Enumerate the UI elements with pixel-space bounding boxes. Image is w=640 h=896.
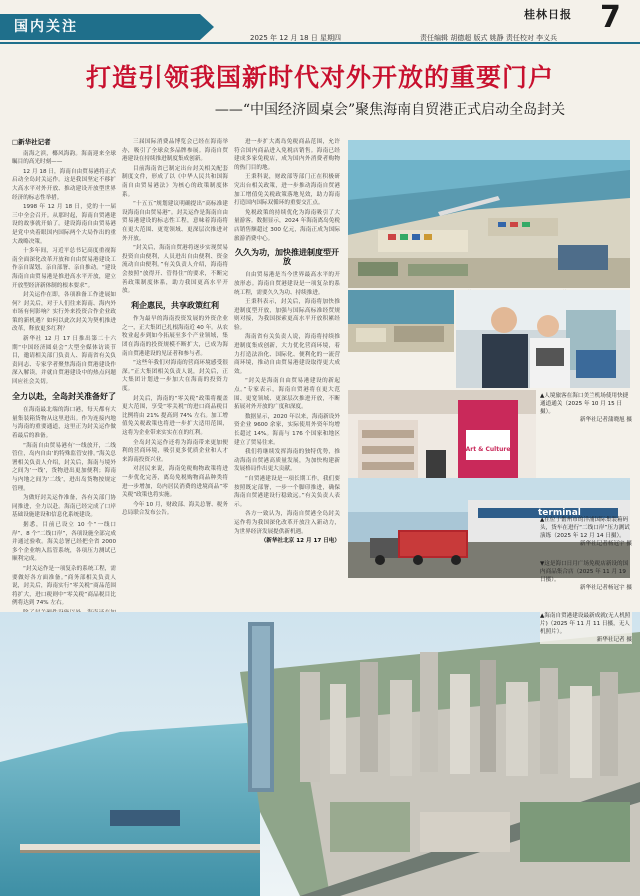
paragraph: 对居民来说，海南免税购物政策将进一步优化完善，离岛免税购物商品种类将进一步增加，岛内居民消费的进境商品“零关税”政策也将实施。	[122, 466, 228, 499]
caption-text: ▲海南自贸港建设最新成就(无人机照片)（2025 年 11 月 11 日摄，无人机照片）。	[540, 613, 631, 635]
paragraph: 进一步扩大离岛免税商品范围，允许符合国内商品进入免税店销售。海南已经建成多家免税店，成为国内外消费者购物的热门目的地。	[234, 139, 340, 171]
paragraph: “封关运作是一项复杂的系统工程，需要做好各方面准备。”商务部相关负责人说，封关后，海南实行“零关税”商品范围将扩大，进口税则中“零关税”商品税目比例将达到 74% 左右。	[12, 565, 116, 607]
port-aerial-image	[348, 140, 630, 288]
byline: □新华社记者	[12, 138, 51, 146]
paragraph: 免税政策的持续优化为海南吸引了大量游客。数据显示，2024 年海南离岛免税店销售额超过 300 亿元，海南正成为国际旅游消费中心。	[234, 209, 340, 242]
paragraph: 各方一致认为，海南自贸港全岛封关运作将为我国深化改革开放注入新动力，为世界经济发展提供新机遇。	[234, 511, 340, 535]
paragraph: “十五五”规划建议明确提出“高标准建设海南自由贸易港”。封关运作是海南自由贸易港建设的标志性工程，意味着海南将在更大范围、更宽领域、更深层次推进对外开放。	[122, 201, 228, 242]
paragraph: 新华社 12 月 17 日推出第二十六期“中国经济圆桌会”大型全媒体访谈节目，邀请相关部门负责人、海南省有关负责同志、专家学者聚焦海南自贸港建设作深入解读，并就自贸港建设中的热点问题回应社会关切。	[12, 336, 116, 386]
paragraph: 12 月 18 日，海南自由贸易港将正式启动全岛封关运作。这是我国坚定不移扩大高水平对外开放、推动建设开放型世界经济的标志性举措。	[12, 168, 116, 201]
port-detail-photo	[348, 290, 454, 352]
masthead: 桂林日报	[524, 8, 572, 21]
section-tag: 国内关注	[0, 14, 200, 40]
issue-date: 2025 年 12 月 18 日 星期四	[250, 34, 341, 42]
paragraph: “封关后，海南自贸港将逐步实现贸易投资自由便利，人员进出自由便利、资金流动自由便利。”有关负责人介绍，海南将会按照“放得开、管得住”的要求，不断完善政策制度体系，助力我国更高水平开放。	[122, 245, 228, 295]
section-title: 久久为功，加快推进制度型开放	[235, 248, 339, 266]
paragraph: 王秉科表示，封关后，海南将加快推进制度型开放，加强与国际高标准经贸规则对接，为我国探索更高水平开放积累经验。	[234, 299, 340, 331]
store-photo-caption	[540, 560, 632, 592]
caption-text: ▲在位于儋州市的洋浦国际集装箱码头，货车在进行“二线口岸”压力测试演练（2025 年 12 月 14 日摄）。	[540, 517, 630, 539]
section-title: 利企惠民，共享政策红利	[131, 300, 219, 310]
paragraph: 封关运作在即，各项准备工作进展如何？封关后，对于人们往来海南、海内外市场有何影响？实行外来投资合作企业政策的新机遇？如何以此次封关为契机推进改革，释放更多红利？	[12, 292, 116, 333]
store-sign: Art & Culture	[465, 446, 511, 453]
port-detail-image	[348, 290, 454, 352]
paragraph: 十多年间，习近平总书记高度重视海南全面深化改革开放和自由贸易港建设工作亲自谋划、亲自部署、亲自推动。“建设海南自由贸易港是推进高水平开放，建立开放型经济新体制的根本要求”。	[12, 248, 116, 289]
header-rule	[0, 42, 640, 44]
customs-officer-photo	[456, 290, 630, 388]
paragraph: 全岛封关运作还将为海南带来更加便利的营商环境，吸引更多优质企业和人才来海南投资兴业。	[122, 439, 228, 463]
paragraph: 自由贸易港是当今世界最高水平的开放形态。海南自贸港建设是一项复杂的系统工程，需要久久为功、持续推进。	[234, 272, 340, 296]
paragraph: 据悉，目前已设立 10 个“一线口岸”、8 个“二线口岸”，各项设施全部完成并通过验收。海关总署已经把全省 2000 多个企业纳入监管系统，各项压力测试已顺利完成。	[12, 521, 116, 563]
city-aerial-image	[0, 612, 640, 896]
paragraph: 作为最早的海南投资发展的外资企业之一，正大集团已扎根海南近 40 年。从农牧业起步到如今拓展至多个产业领域，集团在海南的投资规模不断扩大，已成为海南自贸港建设的见证者和参与者。	[122, 316, 228, 357]
signoff: （新华社北京 12 月 17 日电）	[260, 538, 340, 545]
paragraph: “封关是海南自由贸易港建设的新起点。”专家表示，海南自贸港将在更大范围、更宽领域、更深层次推进开放，不断拓展对外开放的广度和深度。	[234, 378, 340, 411]
paragraph: 数据显示，2020 年以来，海南新设外资企业 9600 余家，实际使用外资年均增长超过 14%。海南与 176 个国家和地区建立了贸易往来。	[234, 413, 340, 446]
article-column-2	[122, 138, 228, 608]
city-photo-caption	[540, 612, 632, 644]
caption-text: ▲人境旅客在海口美兰机场使用快捷通道通关（2025 年 10 月 15 日摄）。	[540, 393, 629, 415]
paragraph: 在海南最北端的海口港，每天都有大量集装箱货物从这里进出。作为连接内地与海南的重要通道，这里正为封关运作做着最后的准备。	[12, 407, 116, 439]
photo-credit: 新华社记者杨冠宇 摄	[579, 585, 632, 591]
page-number: 7	[600, 0, 621, 35]
subheadline: ——“中国经济圆桌会”聚焦海南自贸港正式启动全岛封关	[214, 102, 566, 118]
paragraph: 为做好封关运作准备，各有关部门协同推进，全力以赴。海南已经完成了口岸基础设施建设和信息化系统建设。	[12, 495, 116, 519]
customs-officer-image	[456, 290, 630, 388]
officer-photo-caption	[540, 392, 632, 424]
paragraph: 目前海南省已制定出台封关相关配套制度文件，形成了以《中华人民共和国海南自由贸易港法》为核心的政策制度体系。	[122, 165, 228, 198]
terminal-photo-caption	[540, 516, 632, 548]
paragraph: 我们将继续发挥海南的独特优势，推动海南自贸港高质量发展，为加快构建新发展格局作出更大贡献。	[234, 449, 340, 473]
paragraph: 封关后，海南的“零关税”政策将覆盖更大范围，享受“零关税”的进口商品税目比例将由 21% 提高到 74% 左右。加工增值免关税政策也将进一步扩大适用范围，这将为企业带来实实在在的红利。	[122, 395, 228, 436]
photo-credit: 新华社记者杨冠宇 摄	[579, 541, 632, 547]
paragraph: 今年 10 月，财政部、海关总署、税务总局联合发布公告。	[122, 501, 228, 517]
paragraph: 海南省有关负责人说，海南将持续推进制度集成创新，大力优化营商环境，着力打造法治化、国际化、便利化的一流营商环境，推动自由贸易港建设取得更大成效。	[234, 334, 340, 375]
paragraph: “这些年我们对海南的营商环境感受很深。”正大集团相关负责人说，封关后，正大集团计划进一步加大在海南的投资力度。	[122, 360, 228, 393]
paragraph: 三届国际消费品博览会已经在海南举办，吸引了全球众多品牌参展。海南自贸港建设在持续推进制度集成创新。	[122, 139, 228, 163]
photo-credit: 新华社记者 摄	[596, 637, 632, 643]
headline: 打造引领我国新时代对外开放的重要门户	[85, 63, 554, 92]
terminal-sign: terminal	[538, 508, 581, 518]
paragraph: 王秉科说，财政部等部门正在积极研究出台相关政策，进一步推动海南自贸港加工增值免关税政策落地见效，助力海南打造国内国际双循环的重要交汇点。	[234, 174, 340, 207]
city-aerial-photo	[0, 612, 640, 896]
article-column-3	[234, 138, 340, 608]
port-aerial-photo	[348, 140, 630, 288]
paragraph: 南海之滨，椰风海韵。海南迎来全球瞩目的高光时刻——	[12, 150, 116, 166]
section-title: 全力以赴，全岛封关准备好了	[12, 391, 116, 401]
paragraph: “海南自由贸易港有‘一线放开，二线管住，岛内自由’的特殊监管安排。”海关总署相关负责人介绍，封关后，海南与境外之间为‘一线’，货物进出更加便利；海南与内地之间为‘二线’，进出岛货物按规定管理。	[12, 442, 116, 492]
paragraph: 1998 年 12 月 18 日，党的十一届三中全会召开。从那时起，海南自贸港建设的故事就开始了。建设海南自由贸易港是党中央着眼国内国际两个大局作出的重大战略决策。	[12, 204, 116, 245]
photo-credit: 新华社记者蒲晓旭 摄	[579, 417, 632, 423]
paragraph: “自贸港建设是一项长期工作，我们要按照既定部署，一步一个脚印推进，确保海南自贸港建设行稳致远。”有关负责人表示。	[234, 475, 340, 508]
editor-credits: 责任编辑 胡德超 版式 姚静 责任校对 李义兵	[420, 34, 558, 42]
caption-text: ▼这是海口日月广场免税店新设的国内商品集合店（2025 年 11 月 19 日摄）。	[540, 561, 629, 583]
